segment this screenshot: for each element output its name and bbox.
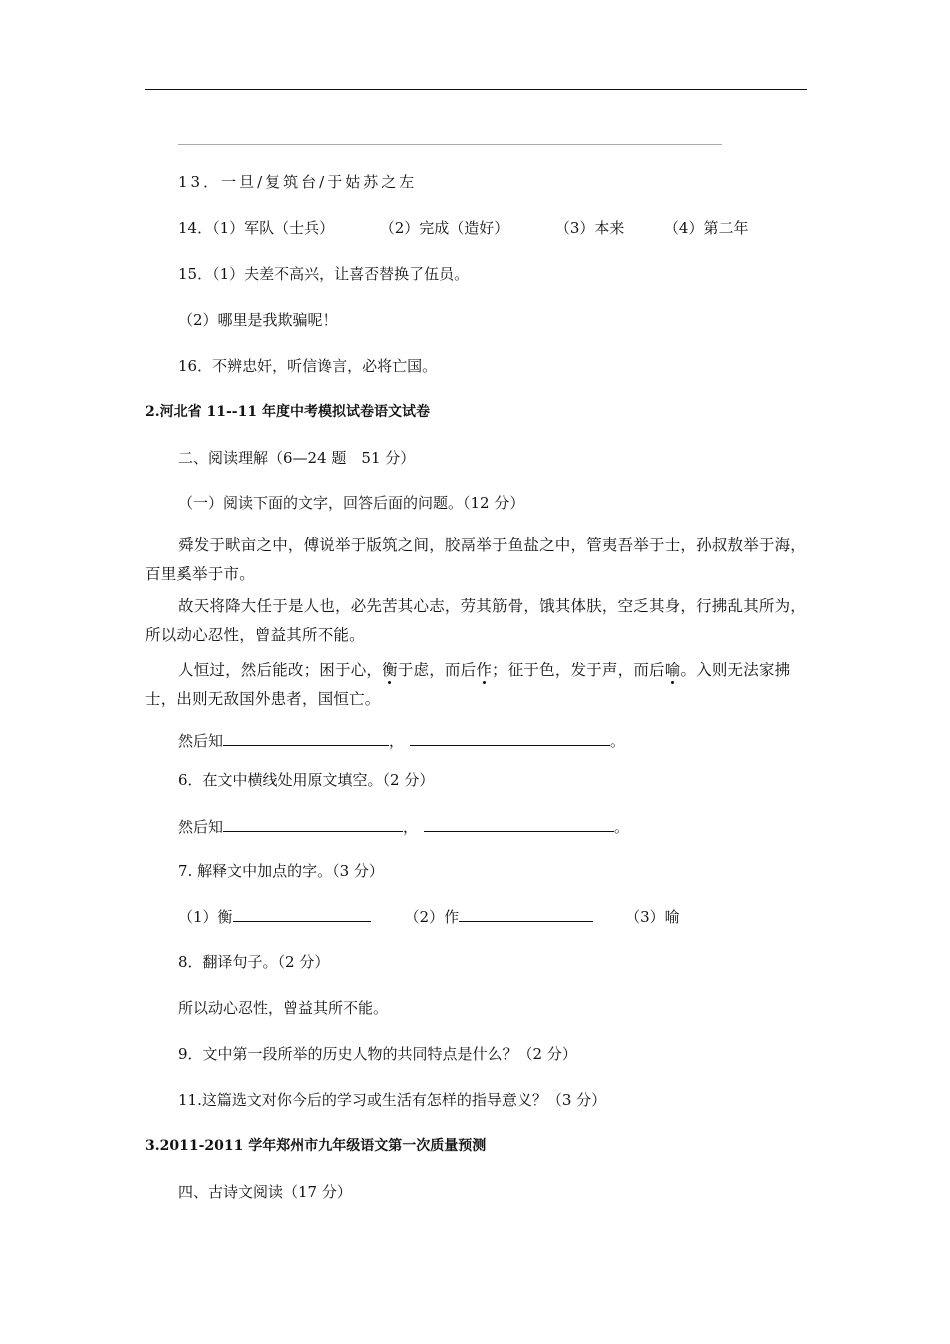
dotted-char-heng: 衡 [382, 661, 398, 679]
question-6: 6．在文中横线处用原文填空。（2 分） [178, 771, 435, 789]
header-rule [145, 89, 807, 90]
answer-14-2: （2）完成（造好） [379, 219, 510, 237]
section-2-part: 二、阅读理解（6—24 题 51 分） [178, 449, 416, 467]
passage-para-1: 舜发于畎亩之中，傅说举于版筑之间，胶鬲举于鱼盐之中，管夷吾举于士，孙叔敖举于海，百里奚举于市。 [145, 536, 807, 583]
fill-line-2: 然后知 ， 。 [178, 818, 630, 836]
answer-rule [178, 144, 722, 145]
blank-field[interactable] [233, 906, 371, 922]
passage-para-3: 人恒过，然后能改；困于心，衡于虑，而后作；征于色，发于声，而后喻。入则无法家拂士，出则无敌国外患者，国恒亡。 [145, 661, 791, 708]
fill-line-1: 然后知 ， 。 [178, 732, 626, 750]
dotted-char-yu: 喻 [664, 661, 681, 679]
blank-field[interactable] [223, 816, 403, 832]
section-2-sub: （一）阅读下面的文字，回答后面的问题。（12 分） [178, 494, 525, 512]
answer-14-3: （3）本来 [554, 219, 625, 237]
passage-para-2: 故天将降大任于是人也，必先苦其心志，劳其筋骨，饿其体肤，空乏其身，行拂乱其所为，所以动心忍性，曾益其所不能。 [145, 597, 807, 644]
question-9: 9．文中第一段所举的历史人物的共同特点是什么？（2 分） [178, 1045, 577, 1063]
blank-field[interactable] [223, 730, 389, 746]
blank-field[interactable] [424, 816, 614, 832]
question-8: 8．翻译句子。（2 分） [178, 953, 330, 971]
blank-field[interactable] [459, 906, 593, 922]
question-7-items: （1）衡 （2）作 （3）喻 [178, 908, 680, 926]
section-2-heading: 2.河北省 11--11 年度中考模拟试卷语文试卷 [145, 404, 430, 420]
answer-15-2: （2）哪里是我欺骗呢！ [178, 311, 338, 329]
answer-14-4: （4）第二年 [663, 219, 749, 237]
blank-field[interactable] [410, 730, 610, 746]
answer-16: 16．不辨忠奸，听信谗言，必将亡国。 [178, 357, 438, 375]
section-3-heading: 3.2011-2011 学年郑州市九年级语文第一次质量预测 [145, 1138, 487, 1154]
answer-14-1: 14．（1）军队（士兵） [178, 219, 335, 237]
question-11: 11.这篇选文对你今后的学习或生活有怎样的指导意义？（3 分） [178, 1091, 607, 1109]
dotted-char-zuo: 作 [476, 661, 493, 679]
question-7: 7. 解释文中加点的字。（3 分） [178, 862, 384, 880]
answer-14 [178, 218, 748, 238]
answer-15-1: 15．（1）夫差不高兴，让喜否替换了伍员。 [178, 265, 470, 283]
answer-13: 13．一旦/复筑台/于姑苏之左 [178, 173, 418, 191]
question-8-text: 所以动心忍性，曾益其所不能。 [178, 999, 389, 1017]
section-3-part: 四、古诗文阅读（17 分） [178, 1183, 352, 1201]
